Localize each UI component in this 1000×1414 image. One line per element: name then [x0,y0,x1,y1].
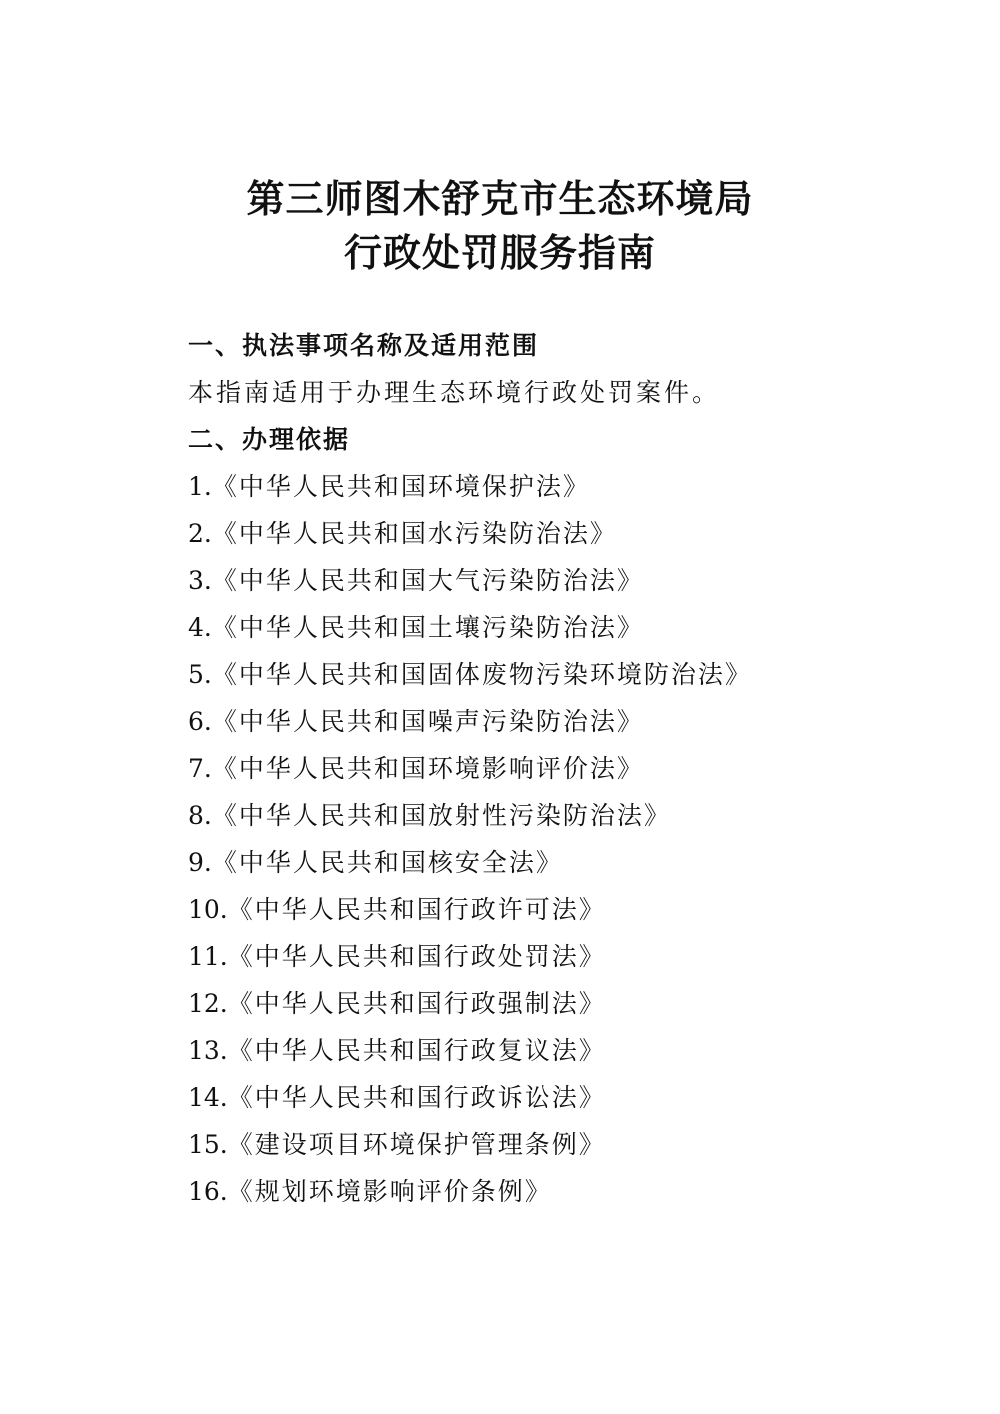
document-title [0,172,1000,280]
law-item [188,1027,948,1074]
law-item-title: 《建设项目环境保护管理条例》 [227,1130,606,1159]
law-item [188,745,948,792]
law-item [188,1121,948,1168]
law-item-number: 9. [188,848,212,877]
law-item-title: 《中华人民共和国行政处罚法》 [227,942,606,971]
title-line-2: 行政处罚服务指南 [343,230,656,275]
law-item-title: 《中华人民共和国噪声污染防治法》 [211,707,644,736]
scope-paragraph: 本指南适用于办理生态环境行政处罚案件。 [188,378,721,407]
law-item-number: 3. [188,566,212,595]
law-item-number: 4. [188,613,212,642]
law-item-title: 《规划环境影响评价条例》 [227,1177,552,1206]
law-item [188,886,948,933]
law-item [188,1168,948,1215]
law-item [188,792,948,839]
title-line-1: 第三师图木舒克市生态环境局 [246,176,754,221]
section-heading-scope: 一、执法事项名称及适用范围 [188,331,540,360]
section-heading-basis: 二、办理依据 [188,425,351,454]
law-item [188,651,948,698]
law-item-number: 7. [188,754,212,783]
law-item-title: 《中华人民共和国大气污染防治法》 [211,566,644,595]
law-item-number: 1. [188,472,212,501]
law-item [188,510,948,557]
law-item [188,980,948,1027]
law-item-number: 2. [188,519,212,548]
law-item-number: 11. [188,942,228,971]
law-item-title: 《中华人民共和国行政复议法》 [227,1036,606,1065]
law-item-number: 12. [188,989,228,1018]
law-item-title: 《中华人民共和国放射性污染防治法》 [211,801,671,830]
law-item-number: 10. [188,895,228,924]
law-item-title: 《中华人民共和国行政诉讼法》 [227,1083,606,1112]
law-item-title: 《中华人民共和国土壤污染防治法》 [211,613,644,642]
law-item [188,839,948,886]
law-item-title: 《中华人民共和国行政强制法》 [227,989,606,1018]
law-item-number: 14. [188,1083,228,1112]
law-item-number: 13. [188,1036,228,1065]
law-item [188,604,948,651]
law-item-number: 5. [188,660,212,689]
law-item-title: 《中华人民共和国水污染防治法》 [211,519,617,548]
law-item [188,698,948,745]
document-body [188,322,948,1215]
law-item-title: 《中华人民共和国核安全法》 [211,848,563,877]
law-item-number: 15. [188,1130,228,1159]
law-item [188,1074,948,1121]
law-item-title: 《中华人民共和国行政许可法》 [227,895,606,924]
law-list [188,463,948,1215]
law-item-number: 6. [188,707,212,736]
law-item-title: 《中华人民共和国环境保护法》 [211,472,590,501]
law-item-title: 《中华人民共和国环境影响评价法》 [211,754,644,783]
law-item-title: 《中华人民共和国固体废物污染环境防治法》 [211,660,752,689]
law-item [188,933,948,980]
law-item [188,463,948,510]
law-item [188,557,948,604]
law-item-number: 8. [188,801,212,830]
law-item-number: 16. [188,1177,228,1206]
